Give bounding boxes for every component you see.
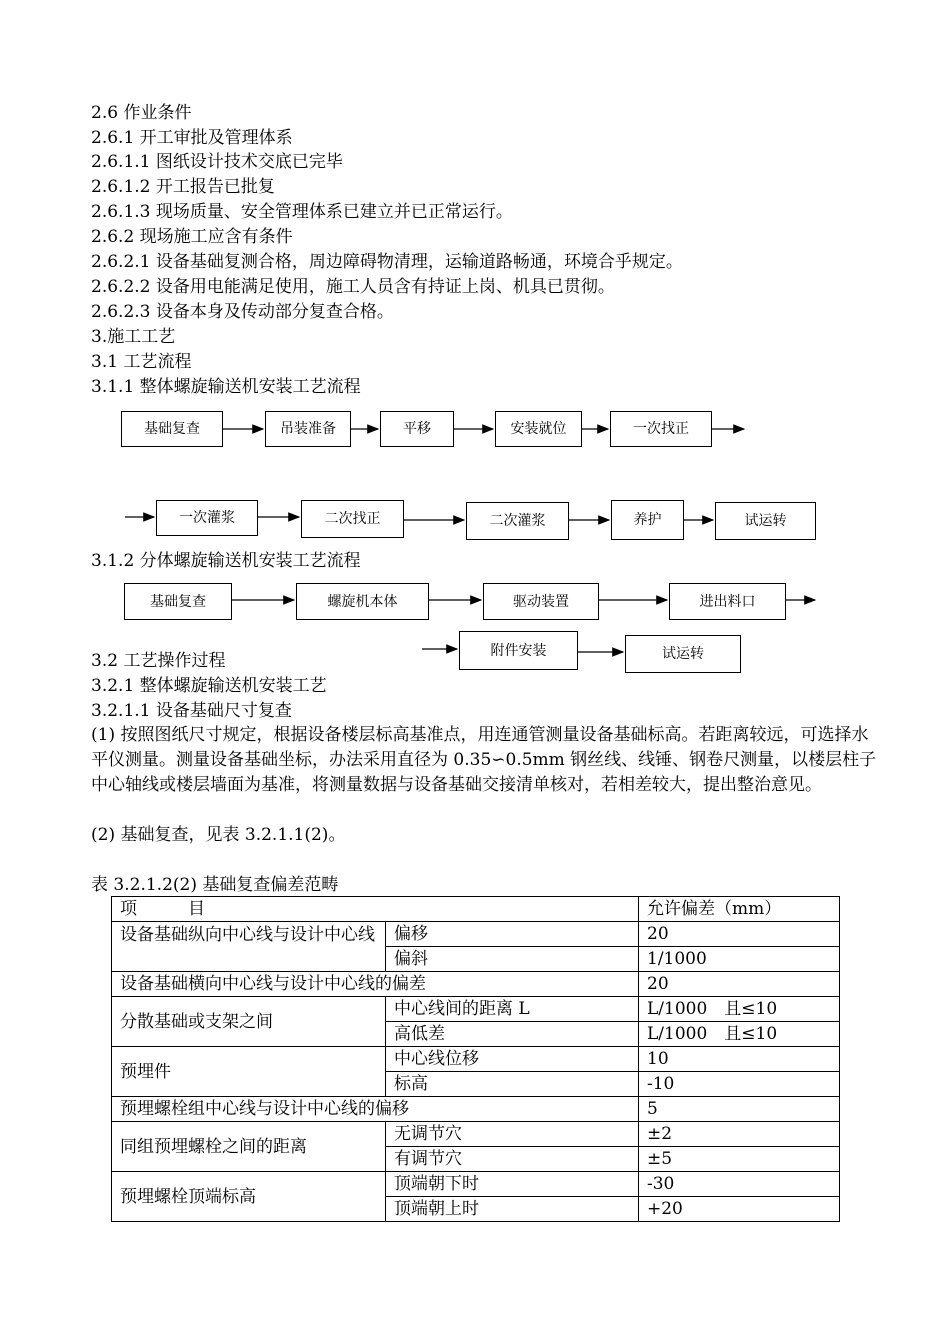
- table-cell: L/1000 且≤10: [639, 997, 840, 1022]
- table-cell: -30: [639, 1172, 840, 1197]
- heading-3-1-2: 3.1.2 分体螺旋输送机安装工艺流程: [91, 551, 361, 571]
- table-cell: 同组预埋螺栓之间的距离: [112, 1122, 386, 1172]
- item-2-6-2-2: 2.6.2.2 设备用电能满足使用，施工人员含有持证上岗、机具已贯彻。: [91, 277, 615, 297]
- table-cell: ±2: [639, 1122, 840, 1147]
- table-cell: 设备基础纵向中心线与设计中心线: [112, 922, 386, 972]
- deviation-table: [111, 896, 840, 1222]
- heading-3-1: 3.1 工艺流程: [91, 352, 192, 372]
- table-cell: 20: [639, 972, 840, 997]
- table-cell: L/1000 且≤10: [639, 1022, 840, 1047]
- table-cell: 10: [639, 1047, 840, 1072]
- heading-3: 3.施工工艺: [91, 327, 176, 347]
- table-cell: 中心线位移: [386, 1047, 639, 1072]
- item-2-6-1-2: 2.6.1.2 开工报告已批复: [91, 177, 275, 197]
- table-row: [112, 897, 840, 922]
- table-cell: 设备基础横向中心线与设计中心线的偏差: [112, 972, 639, 997]
- heading-2-6: 2.6 作业条件: [91, 103, 192, 123]
- table-cell: 高低差: [386, 1022, 639, 1047]
- table-cell: 偏移: [386, 922, 639, 947]
- table-cell: ±5: [639, 1147, 840, 1172]
- flow2-box-5: 附件安装: [459, 631, 578, 670]
- table-header-deviation: 允许偏差（mm）: [639, 897, 840, 922]
- flow1-box-2: 吊装准备: [265, 411, 351, 447]
- flow1-box-6: 一次灌浆: [156, 500, 258, 536]
- heading-3-2-1-1: 3.2.1.1 设备基础尺寸复查: [91, 701, 292, 721]
- item-2-6-1-3: 2.6.1.3 现场质量、安全管理体系已建立并已正常运行。: [91, 202, 513, 222]
- table-header-item: 项 目: [112, 897, 639, 922]
- table-cell: 预埋件: [112, 1047, 386, 1097]
- table-cell: 偏斜: [386, 947, 639, 972]
- flow1-box-9: 养护: [611, 500, 684, 540]
- item-2-6-2-3: 2.6.2.3 设备本身及传动部分复查合格。: [91, 302, 394, 322]
- table-cell: 预埋螺栓顶端标高: [112, 1172, 386, 1222]
- flow1-box-7: 二次找正: [301, 500, 404, 538]
- table-cell: -10: [639, 1072, 840, 1097]
- flow2-box-4: 进出料口: [669, 583, 786, 620]
- flow1-box-1: 基础复查: [121, 411, 223, 447]
- table-cell: 无调节穴: [386, 1122, 639, 1147]
- flow1-box-8: 二次灌浆: [466, 502, 569, 540]
- table-cell: 5: [639, 1097, 840, 1122]
- heading-3-2: 3.2 工艺操作过程: [91, 651, 226, 671]
- table-row: [112, 997, 840, 1022]
- paragraph-1: (1) 按照图纸尺寸规定，根据设备楼层标高基准点，用连通管测量设备基础标高。若距离较远，可选择水平仪测量。测量设备基础坐标，办法采用直径为 0.35∽0.5mm 钢丝线、线锤、钢卷尺测量，以楼层柱子中心轴线或楼层墙面为基准，将测量数据与设备基础交接清单核对，若相差较大，提出整治意见。: [91, 725, 877, 795]
- item-2-6-1-1: 2.6.1.1 图纸设计技术交底已完毕: [91, 152, 343, 172]
- table-cell: 标高: [386, 1072, 639, 1097]
- table-row: [112, 1122, 840, 1147]
- paragraph-2: (2) 基础复查，见表 3.2.1.1(2)。: [91, 825, 346, 845]
- heading-2-6-2: 2.6.2 现场施工应含有条件: [91, 227, 293, 247]
- table-cell: +20: [639, 1197, 840, 1222]
- flow1-box-5: 一次找正: [610, 411, 712, 447]
- heading-3-1-1: 3.1.1 整体螺旋输送机安装工艺流程: [91, 377, 361, 397]
- table-row: [112, 1172, 840, 1197]
- table-cell: 预埋螺栓组中心线与设计中心线的偏移: [112, 1097, 639, 1122]
- table-cell: 20: [639, 922, 840, 947]
- table-cell: 1/1000: [639, 947, 840, 972]
- table-row: [112, 1097, 840, 1122]
- flow2-box-6: 试运转: [625, 635, 741, 673]
- flow2-box-1: 基础复查: [124, 583, 232, 620]
- table-row: [112, 922, 840, 947]
- table-caption: 表 3.2.1.2(2) 基础复查偏差范畴: [91, 875, 339, 895]
- flow2-box-2: 螺旋机本体: [296, 583, 429, 620]
- heading-3-2-1: 3.2.1 整体螺旋输送机安装工艺: [91, 676, 327, 696]
- table-cell: 顶端朝上时: [386, 1197, 639, 1222]
- heading-2-6-1: 2.6.1 开工审批及管理体系: [91, 128, 293, 148]
- table-cell: 顶端朝下时: [386, 1172, 639, 1197]
- flow1-box-4: 安装就位: [495, 411, 582, 447]
- table-cell: 有调节穴: [386, 1147, 639, 1172]
- table-row: [112, 1047, 840, 1072]
- table-cell: 中心线间的距离 L: [386, 997, 639, 1022]
- item-2-6-2-1: 2.6.2.1 设备基础复测合格，周边障碍物清理，运输道路畅通，环境合乎规定。: [91, 252, 683, 272]
- flow1-box-10: 试运转: [715, 502, 816, 540]
- table-cell: 分散基础或支架之间: [112, 997, 386, 1047]
- flow2-box-3: 驱动装置: [483, 583, 599, 620]
- table-row: [112, 972, 840, 997]
- flow1-box-3: 平移: [380, 411, 454, 447]
